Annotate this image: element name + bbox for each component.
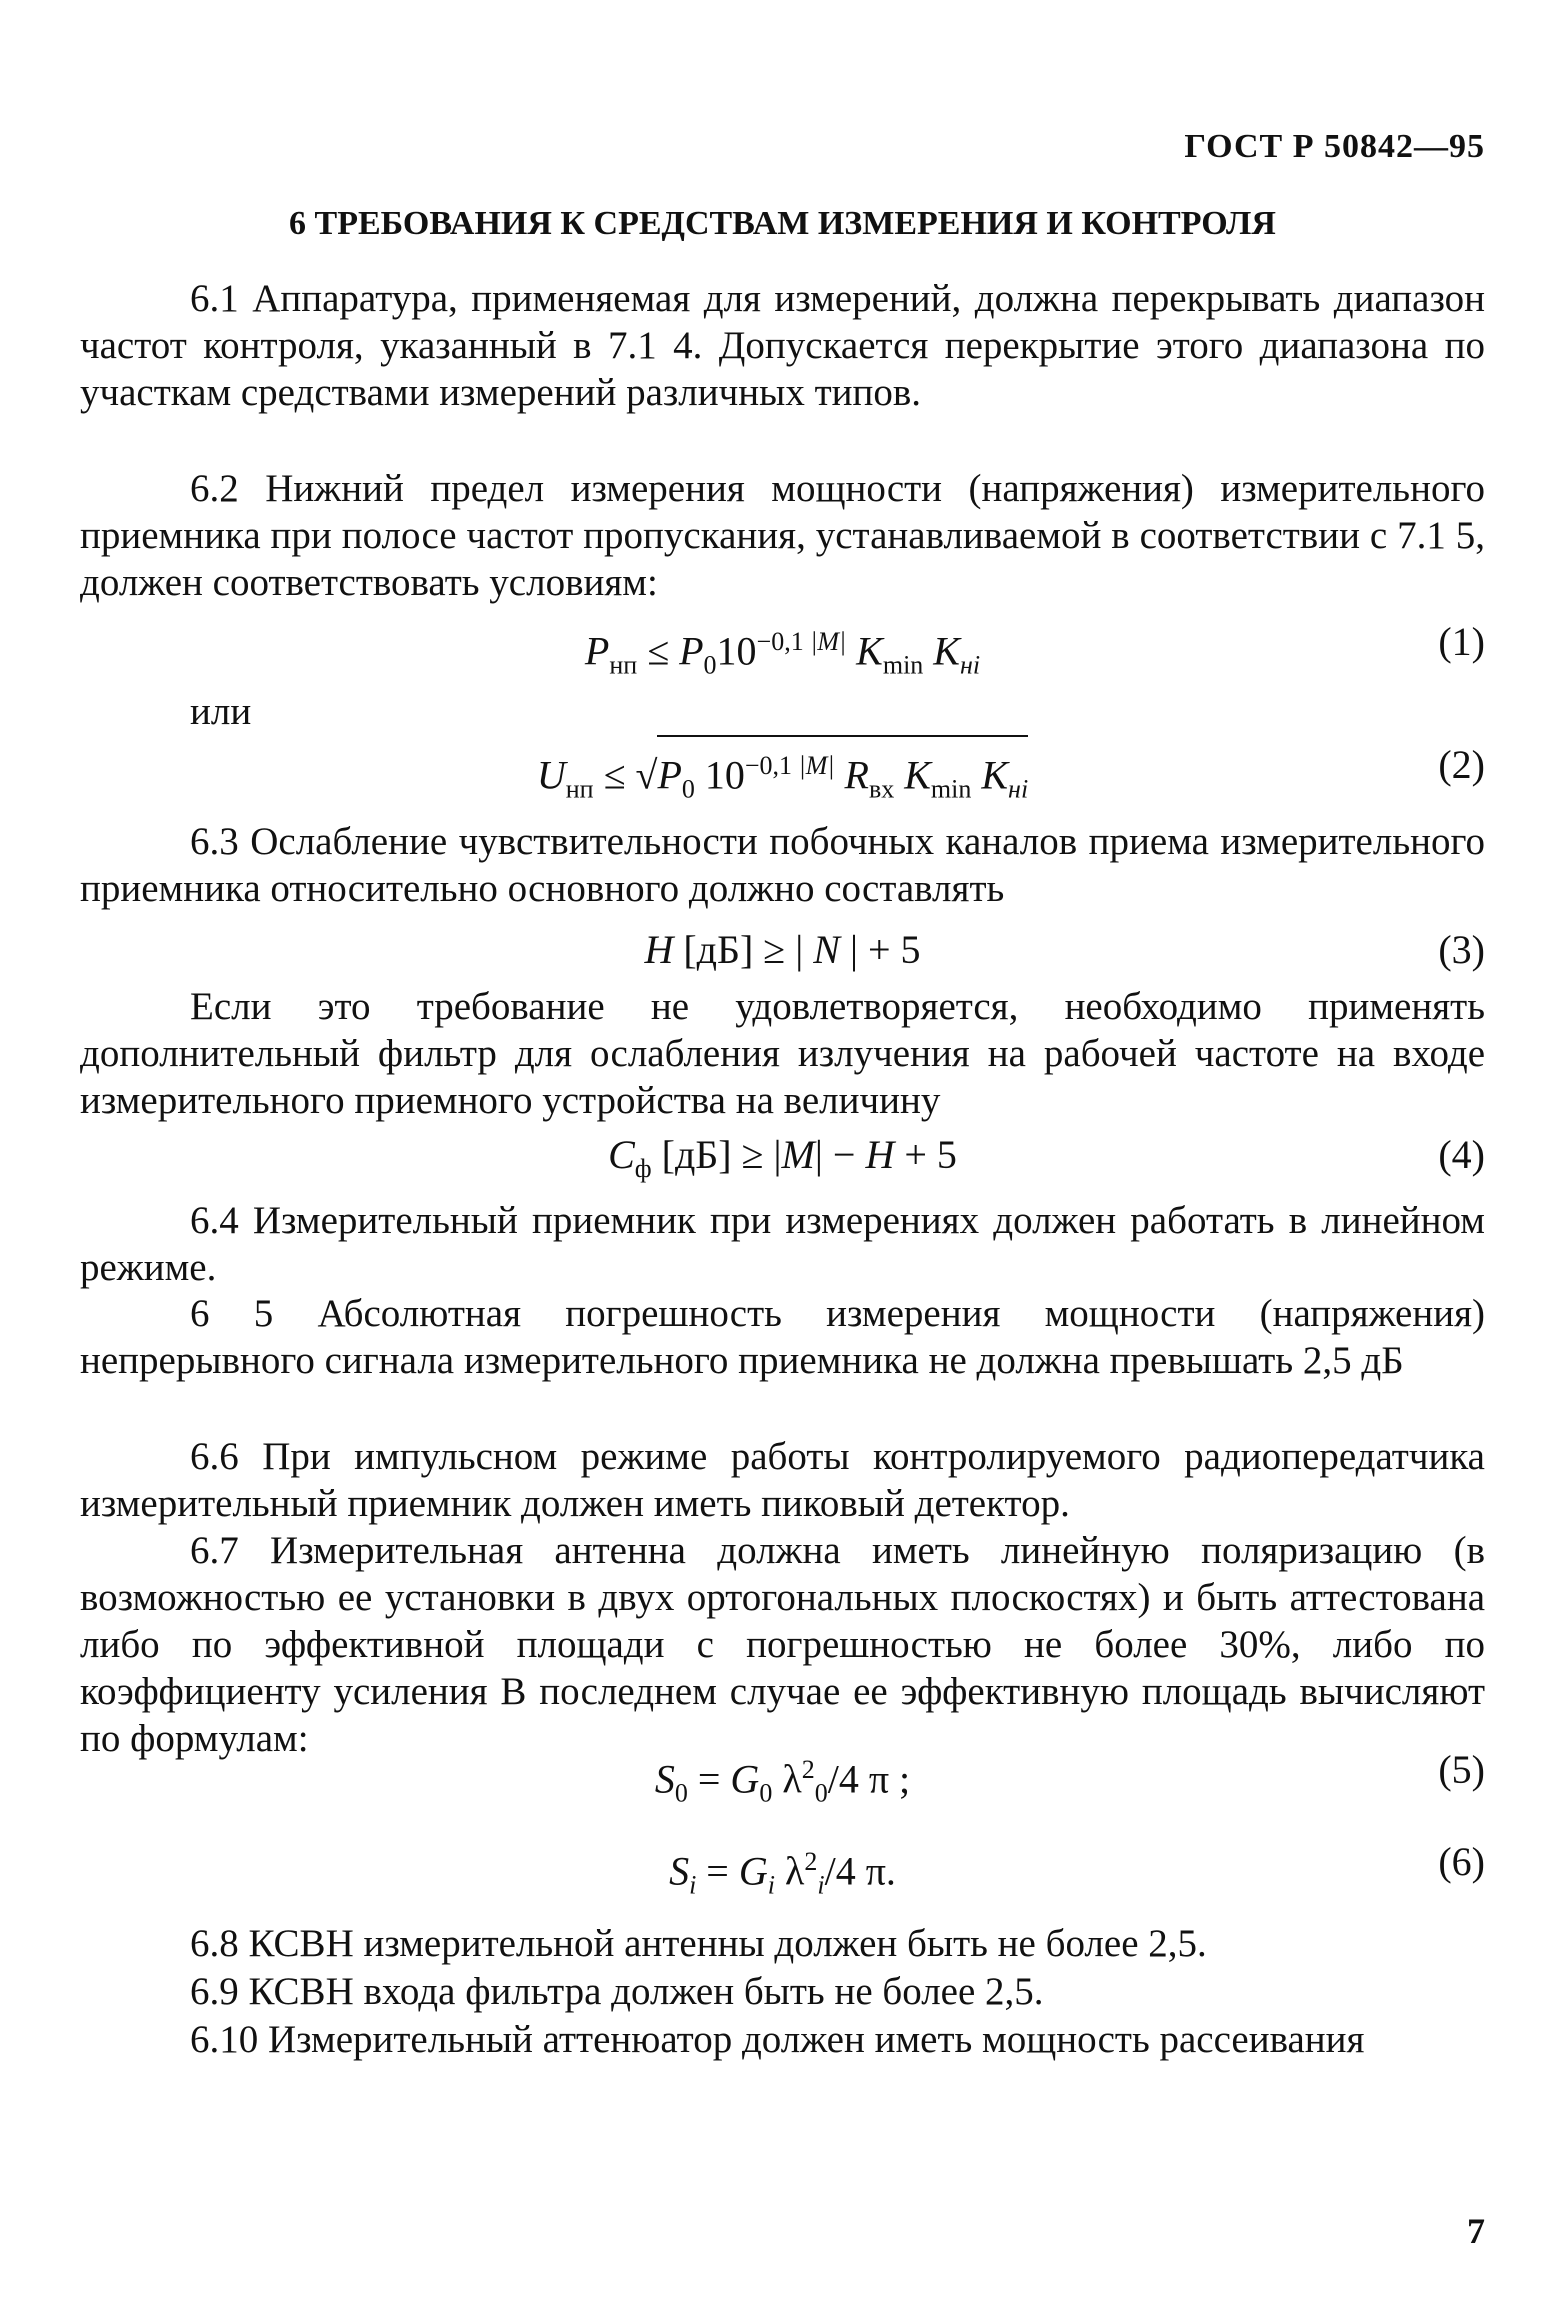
formula-expression: H [дБ] ≥ | N | + 5 — [644, 927, 921, 972]
formula-3 — [80, 920, 1485, 980]
paragraph-text: 6.7 Измерительная антенна должна иметь линейную поляризацию (в возможностью ее установки в двух ортогональных плоскостях) и быть аттестована либо по эффективной площади с погрешностью не более 30%, либо по коэффициенту усиления В последнем случае ее эффективную площадь вычисляют по формулам: — [80, 1529, 1485, 1760]
page-number: 7 — [1467, 2211, 1485, 2251]
paragraph-6-5 — [80, 1290, 1485, 1384]
section-title: 6 ТРЕБОВАНИЯ К СРЕДСТВАМ ИЗМЕРЕНИЯ И КОНТРОЛЯ — [289, 205, 1276, 242]
paragraph-6-4 — [80, 1197, 1485, 1291]
paragraph-6-9 — [80, 1968, 1485, 2015]
formula-number: (5) — [1438, 1747, 1485, 1792]
paragraph-text: 6.2 Нижний предел измерения мощности (напряжения) измерительного приемника при полосе частот пропускания, устанавливаемой в соответствии с 7.1 5, должен соответствовать условиям: — [80, 467, 1485, 604]
paragraph-text: 6.1 Аппаратура, применяемая для измерений, должна перекрывать диапазон частот контроля, указанный в 7.1 4. Допускается перекрытие этого диапазона по участкам средствами измерений различных типов. — [80, 277, 1485, 414]
paragraph-6-3 — [80, 818, 1485, 912]
paragraph-text: 6.6 При импульсном режиме работы контролируемого радиопередатчика измерительный приемник должен иметь пиковый детектор. — [80, 1435, 1485, 1525]
document-id: ГОСТ Р 50842—95 — [1184, 128, 1485, 165]
formula-1 — [80, 612, 1485, 680]
paragraph-6-1 — [80, 275, 1485, 416]
formula-expression: $P_{нп} \le P_010^{-0,1 |M|}$ $K_{min}$ $K_{нi}$ — [584, 627, 981, 680]
formula-number: (3) — [1438, 927, 1485, 972]
formula-4 — [80, 1125, 1485, 1185]
paragraph-6-3-continuation — [80, 983, 1485, 1124]
paragraph-6-6 — [80, 1433, 1485, 1527]
formula-6 — [80, 1832, 1485, 1900]
paragraph-text: 6.10 Измерительный аттенюатор должен иметь мощность рассеивания — [190, 2018, 1365, 2061]
formula-expression: $S_0 = G_0$ $\lambda^2_0/4$ π ; — [654, 1755, 911, 1808]
paragraph-text: 6.8 КСВН измерительной антенны должен быть не более 2,5. — [190, 1922, 1207, 1965]
formula-expression: $U_{нп} \le √P_0$ $10^{-0,1 |M|}$ $R_{вх}$ $K_{min}$ $K_{нi}$ — [80, 735, 1485, 819]
formula-expression: $C_ф$ [дБ] ≥ |M| − H + 5 — [608, 1132, 957, 1183]
paragraph-text: Если это требование не удовлетворяется, необходимо применять дополнительный фильтр для ослабления излучения на рабочей частоте на входе измерительного приемного устройства на величину — [80, 985, 1485, 1122]
paragraph-text: 6.9 КСВН входа фильтра должен быть не более 2,5. — [190, 1970, 1044, 2013]
formula-number: (4) — [1438, 1132, 1485, 1177]
formula-number: (6) — [1438, 1839, 1485, 1884]
or-line — [80, 688, 1485, 735]
paragraph-6-10 — [80, 2016, 1485, 2063]
formula-5 — [80, 1740, 1485, 1808]
paragraph-text: 6.3 Ослабление чувствительности побочных каналов приема измерительного приемника относительно основного должно составлять — [80, 820, 1485, 910]
formula-number: (2) — [1438, 742, 1485, 787]
formula-number: (1) — [1438, 619, 1485, 664]
paragraph-6-8 — [80, 1920, 1485, 1967]
paragraph-text: 6.4 Измерительный приемник при измерениях должен работать в линейном режиме. — [80, 1199, 1485, 1289]
paragraph-6-2 — [80, 465, 1485, 606]
paragraph-text: 6 5 Абсолютная погрешность измерения мощности (напряжения) непрерывного сигнала измерительного приемника не должна превышать 2,5 дБ — [80, 1292, 1485, 1382]
formula-expression: $S_i = G_i$ $\lambda^2_i/4$ π. — [669, 1847, 896, 1900]
paragraph-6-7 — [80, 1527, 1485, 1762]
formula-2 — [80, 735, 1485, 804]
or-text: или — [190, 690, 252, 733]
